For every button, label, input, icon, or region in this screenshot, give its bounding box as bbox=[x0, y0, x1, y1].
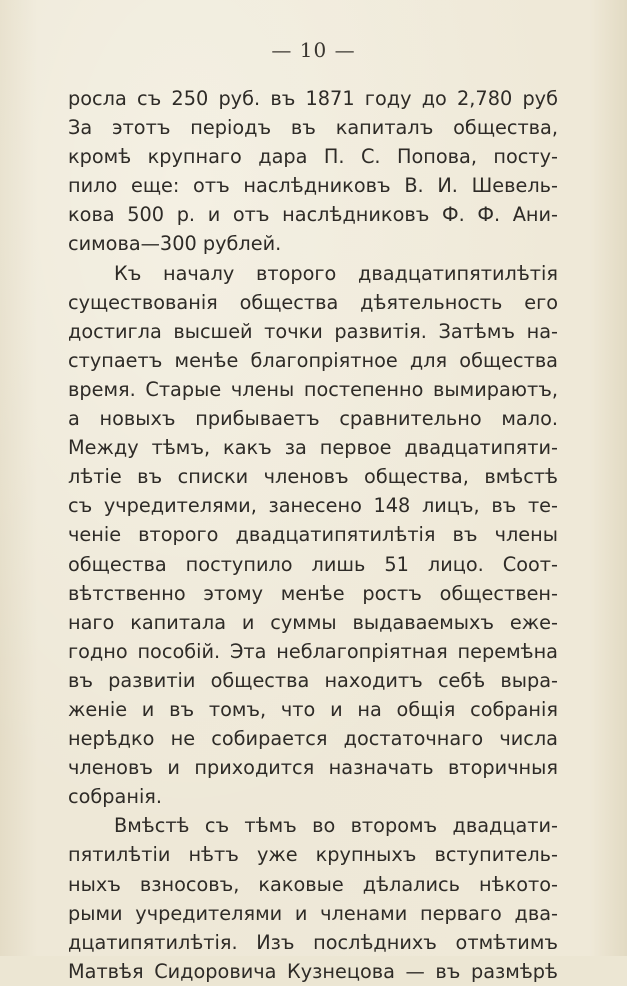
text-line: росла съ 250 руб. въ 1871 году до 2,780 руб bbox=[68, 87, 558, 110]
text-line: членовъ и приходится назначать вторичныя bbox=[68, 756, 558, 780]
text-line: дцатипятилѣтія. Изъ послѣднихъ отмѣтимъ bbox=[68, 930, 558, 954]
text-line: Матвѣя Сидоровича Кузнецова — въ размѣрѣ bbox=[68, 959, 558, 983]
text-line: существованія общества дѣятельность его bbox=[68, 290, 558, 314]
text-line: вѣтственно этому менѣе ростъ обществен- bbox=[68, 581, 558, 605]
text-line: годно пособій. Эта неблагопріятная перемѣна bbox=[68, 639, 558, 663]
text-line: лѣтіе въ списки членовъ общества, вмѣстѣ bbox=[68, 465, 558, 489]
text-line: За этотъ періодъ въ капиталъ общества, bbox=[68, 116, 558, 140]
text-line: ченіе второго двадцатипятилѣтія въ члены bbox=[68, 523, 558, 547]
text-line: въ развитіи общества находитъ себѣ выра- bbox=[68, 668, 558, 692]
text-line: Вмѣстѣ съ тѣмъ во второмъ двадцати- bbox=[114, 814, 558, 838]
text-line: кова 500 р. и отъ наслѣдниковъ Ф. Ф. Ани- bbox=[68, 203, 558, 227]
text-line: нерѣдко не собирается достаточнаго числа bbox=[68, 727, 558, 751]
text-line: пило еще: отъ наслѣдниковъ В. И. Шевель- bbox=[68, 174, 558, 198]
page-number: — 10 — bbox=[271, 38, 356, 62]
text-line: ныхъ взносовъ, каковые дѣлались нѣкото- bbox=[68, 872, 558, 896]
page-body-text bbox=[68, 84, 558, 986]
text-line: съ учредителями, занесено 148 лицъ, въ те- bbox=[68, 494, 558, 518]
text-line: пятилѣтіи нѣтъ уже крупныхъ вступитель- bbox=[68, 843, 558, 867]
text-line: общества поступило лишь 51 лицо. Соот- bbox=[68, 552, 558, 576]
text-line: симова—300 рублей. bbox=[68, 232, 282, 256]
text-line: а новыхъ прибываетъ сравнительно мало. bbox=[68, 407, 558, 431]
text-line: Между тѣмъ, какъ за первое двадцатипяти- bbox=[68, 436, 558, 460]
text-line: собранія. bbox=[68, 785, 163, 809]
text-line: кромѣ крупнаго дара П. С. Попова, посту- bbox=[68, 145, 558, 169]
text-line: Къ началу второго двадцатипятилѣтія bbox=[114, 261, 558, 285]
text-line: ступаетъ менѣе благопріятное для общества bbox=[68, 348, 558, 372]
text-line: время. Старые члены постепенно вымираютъ, bbox=[68, 377, 558, 401]
text-line: наго капитала и суммы выдаваемыхъ еже- bbox=[68, 610, 558, 634]
text-line: женіе и въ томъ, что и на общія собранія bbox=[68, 697, 558, 721]
text-line: достигла высшей точки развитія. Затѣмъ на- bbox=[68, 319, 558, 343]
text-line: рыми учредителями и членами перваго два- bbox=[68, 901, 558, 925]
